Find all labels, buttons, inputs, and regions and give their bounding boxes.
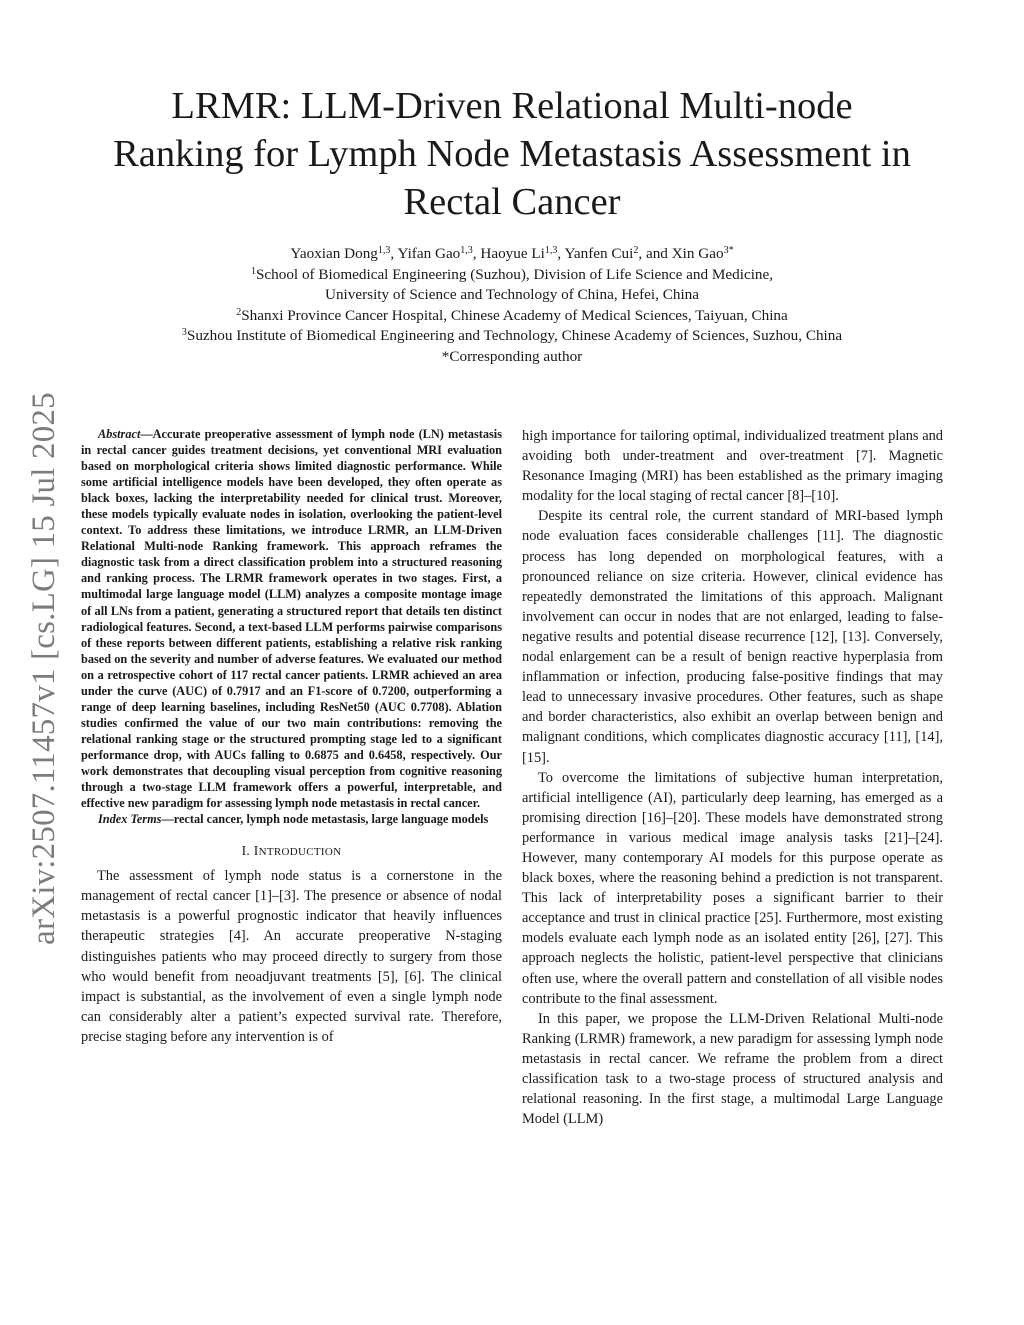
section-title-rest: NTRODUCTION <box>258 846 342 859</box>
body-paragraph: The assessment of lymph node status is a cornerstone in the management of rectal cancer [1]–[3]. The presence or absence of nodal metastasis is a powerful prognostic indicator that heavily influences therapeutic strategies [4]. An accurate preoperative N-staging distinguishes patients who may proceed directly to surgery from those who would benefit from neoadjuvant treatments [5], [6]. The clinical impact is substantial, as the involvement of even a single lymph node can considerably alter a patient’s expected survival rate. Therefore, precise staging before any intervention is of <box>81 868 502 1045</box>
affiliation-1-line-2: University of Science and Technology of China, Hefei, China <box>324 286 700 304</box>
author-affiliation-mark: 1,3 <box>544 245 558 256</box>
author-list <box>60 244 964 265</box>
affiliation-1-line-1 <box>60 265 964 286</box>
paper-title <box>60 82 964 226</box>
affiliation-mark: 1 <box>250 265 256 277</box>
author-name: Yifan Gao <box>397 245 461 262</box>
corresponding-author-note: *Corresponding author <box>441 347 583 365</box>
author-affiliation-mark: 3* <box>723 245 734 256</box>
section-numeral: I. <box>241 843 254 859</box>
affiliation-text: Shanxi Province Cancer Hospital, Chinese Academy of Medical Sciences, Taiyuan, China <box>241 306 788 324</box>
author-name: Yaoxian Dong <box>290 245 378 262</box>
author-separator: , <box>557 245 565 262</box>
body-paragraph: To overcome the limitations of subjective human interpretation, artificial intelligence (AI), particularly deep learning, has emerged as a promising direction [16]–[20]. These models have demonstrated strong performance in various medical image analysis tasks [21]–[24]. However, many contemporary AI models for this purpose operate as black boxes, where the reasoning behind a prediction is not transparent. This lack of interpretability poses a significant barrier to their acceptance and trust in clinical practice [25]. Furthermore, most existing models evaluate each lymph node as an isolated entity [26], [27]. This approach neglects the holistic, patient-level perspective that clinicians often use, where the overall pattern and constellation of all visible nodes contribute to the final assessment. <box>522 769 943 1007</box>
section-title-initial: I <box>253 843 259 859</box>
author-block <box>60 244 964 368</box>
title-line-1: LRMR: LLM-Driven Relational Multi-node <box>171 85 853 127</box>
arxiv-identifier-stamp <box>16 378 72 958</box>
author-affiliation-mark: 1,3 <box>460 245 473 256</box>
introduction-left-body <box>81 866 502 1047</box>
author-name: Haoyue Li <box>480 245 545 262</box>
abstract-label: Abstract <box>98 427 141 441</box>
author-separator: , and <box>638 245 672 262</box>
introduction-right-body <box>522 426 943 1129</box>
affiliation-3 <box>60 326 964 347</box>
author-name: Yanfen Cui <box>564 245 634 262</box>
author-separator: , <box>390 245 398 262</box>
affiliation-text: Suzhou Institute of Biomedical Engineering and Technology, Chinese Academy of Sciences, Suzhou, China <box>186 327 843 345</box>
author-separator: , <box>472 245 481 262</box>
body-paragraph: Despite its central role, the current standard of MRI-based lymph node evaluation faces considerable challenges [11]. The diagnostic process has long depended on morphological features, with a pronounced reliance on size criteria. However, clinical evidence has repeatedly demonstrated the limitations of this approach. Malignant involvement can occur in nodes that are not enlarged, leading to false-negative results and potential disease recurrence [12], [13]. Conversely, nodal enlargement can be a result of benign reactive hyperplasia from inflammation or infection, producing false-positive findings that may lead to unnecessary invasive procedures. Other features, such as shape and border characteristics, also exhibit an overlap between benign and malignant conditions, which complicates diagnostic accuracy [11], [14], [15]. <box>522 508 943 766</box>
body-paragraph: In this paper, we propose the LLM-Driven Relational Multi-node Ranking (LRMR) framework, a new paradigm for assessing lymph node metastasis in rectal cancer. We reframe the problem from a direct classification task to a two-stage process of structured analysis and relational reasoning. In the first stage, a multimodal Large Language Model (LLM) <box>522 1010 943 1128</box>
left-column <box>81 426 502 1047</box>
index-terms-label: Index Terms <box>98 812 162 827</box>
affiliation-mark: 2 <box>236 306 242 318</box>
index-terms-dash: — <box>161 812 174 827</box>
affiliation-text: School of Biomedical Engineering (Suzhou), Division of Life Science and Medicine, <box>255 265 774 283</box>
index-terms <box>81 811 502 827</box>
abstract-text: Accurate preoperative assessment of lymph node (LN) metastasis in rectal cancer guides treatment decisions, yet conventional MRI evaluation based on morphological criteria shows limited diagnostic performance. While some artificial intelligence models have been developed, they often operate as black boxes, lacking the interpretability needed for clinical trust. Moreover, these models typically evaluate nodes in isolation, overlooking the patient-level context. To address these limitations, we introduce LRMR, an LLM-Driven Relational Multi-node Ranking framework. This approach reframes the diagnostic task from a direct classification problem into a structured reasoning and ranking process. The LRMR framework operates in two stages. First, a multimodal large language model (LLM) analyzes a composite montage image of all LNs from a patient, generating a structured report that details ten distinct radiological features. Second, a text-based LLM performs pairwise comparisons of these reports between different patients, establishing a relative risk ranking based on the severity and number of adverse features. We evaluated our method on a retrospective cohort of 117 rectal cancer patients. LRMR achieved an area under the curve (AUC) of 0.7917 and an F1-score of 0.7200, outperforming a range of deep learning baselines, including ResNet50 (AUC 0.7708). Ablation studies confirmed the value of our two main contributions: removing the relational ranking stage or the structured prompting stage led to a significant performance drop, with AUCs falling to 0.6875 and 0.6458, respectively. Our work demonstrates that decoupling visual perception from cognitive reasoning through a two-stage LLM framework offers a powerful, interpretable, and effective new paradigm for assessing lymph node metastasis in rectal cancer. <box>81 427 502 811</box>
affiliation-2 <box>60 306 964 327</box>
right-column <box>522 426 943 1129</box>
index-terms-text: rectal cancer, lymph node metastasis, large language models <box>173 812 489 827</box>
author-name: Xin Gao <box>671 245 724 262</box>
abstract-dash: — <box>140 427 153 441</box>
author-affiliation-mark: 2 <box>633 245 639 256</box>
body-paragraph: high importance for tailoring optimal, individualized treatment plans and avoiding both under-treatment and over-treatment [7]. Magnetic Resonance Imaging (MRI) has been established as the primary imaging modality for the local staging of rectal cancer [8]–[10]. <box>522 428 943 505</box>
abstract <box>81 426 502 811</box>
title-line-2: Ranking for Lymph Node Metastasis Assessment in <box>113 133 911 175</box>
section-heading-introduction <box>81 843 502 859</box>
affiliation-mark: 3 <box>181 327 187 339</box>
arxiv-identifier-text: arXiv:2507.11457v1 [cs.LG] 15 Jul 2025 <box>25 391 62 945</box>
author-affiliation-mark: 1,3 <box>377 245 391 256</box>
title-line-3: Rectal Cancer <box>403 181 621 223</box>
